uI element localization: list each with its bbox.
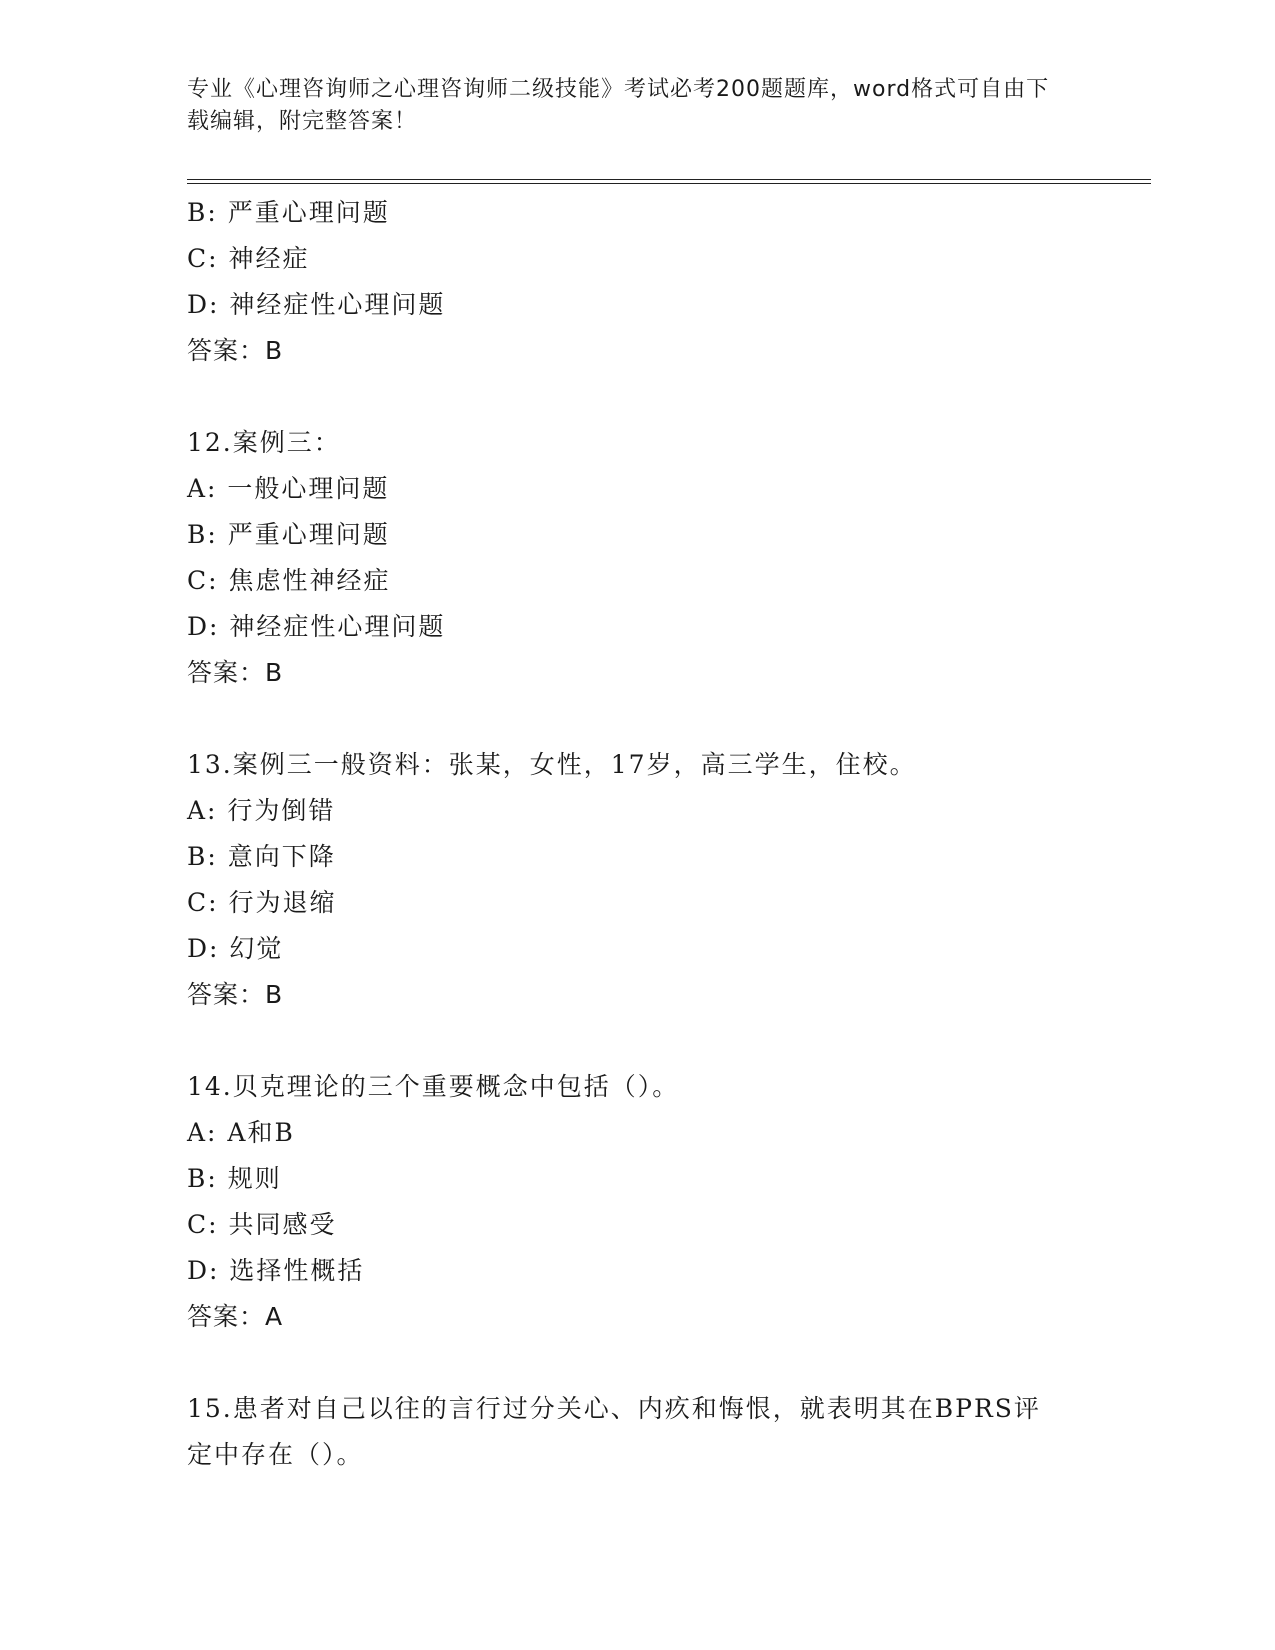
spacer — [187, 374, 1087, 420]
option-d: D: 幻觉 — [187, 934, 284, 963]
option-d: D: 神经症性心理问题 — [187, 612, 446, 641]
question-14 — [187, 1064, 1087, 1340]
question-stem: 13.案例三一般资料：张某，女性，17岁，高三学生，住校。 — [187, 750, 917, 779]
spacer — [187, 1018, 1087, 1064]
option-a: A: A和B — [187, 1118, 295, 1147]
header-divider — [187, 179, 1151, 184]
continued-question — [187, 190, 1087, 374]
option-a: A: 行为倒错 — [187, 796, 336, 825]
question-stem: 12.案例三： — [187, 428, 341, 457]
answer-line: 答案：B — [187, 980, 284, 1009]
option-c: C: 焦虑性神经症 — [187, 566, 391, 595]
answer-line: 答案：A — [187, 1302, 284, 1331]
option-c: C: 行为退缩 — [187, 888, 337, 917]
option-c: C: 共同感受 — [187, 1210, 337, 1239]
option-b: B: 严重心理问题 — [187, 520, 390, 549]
option-b: B: 规则 — [187, 1164, 282, 1193]
spacer — [187, 1340, 1087, 1386]
question-list — [187, 190, 1087, 1478]
document-intro: 专业《心理咨询师之心理咨询师二级技能》考试必考200题题库，word格式可自由下载编辑，附完整答案！ — [187, 77, 1050, 134]
option-b: B: 意向下降 — [187, 842, 336, 871]
answer-line: 答案：B — [187, 658, 284, 687]
option-d: D: 神经症性心理问题 — [187, 290, 446, 319]
question-stem: 15.患者对自己以往的言行过分关心、内疚和悔恨，就表明其在BPRS评定中存在（）。 — [187, 1394, 1041, 1469]
question-13 — [187, 742, 1087, 1018]
option-b: B: 严重心理问题 — [187, 198, 390, 227]
question-15 — [187, 1386, 1087, 1478]
question-12 — [187, 420, 1087, 696]
spacer — [187, 696, 1087, 742]
answer-line: 答案：B — [187, 336, 284, 365]
question-stem: 14.贝克理论的三个重要概念中包括（）。 — [187, 1072, 680, 1101]
option-d: D: 选择性概括 — [187, 1256, 365, 1285]
option-a: A: 一般心理问题 — [187, 474, 390, 503]
option-c: C: 神经症 — [187, 244, 310, 273]
